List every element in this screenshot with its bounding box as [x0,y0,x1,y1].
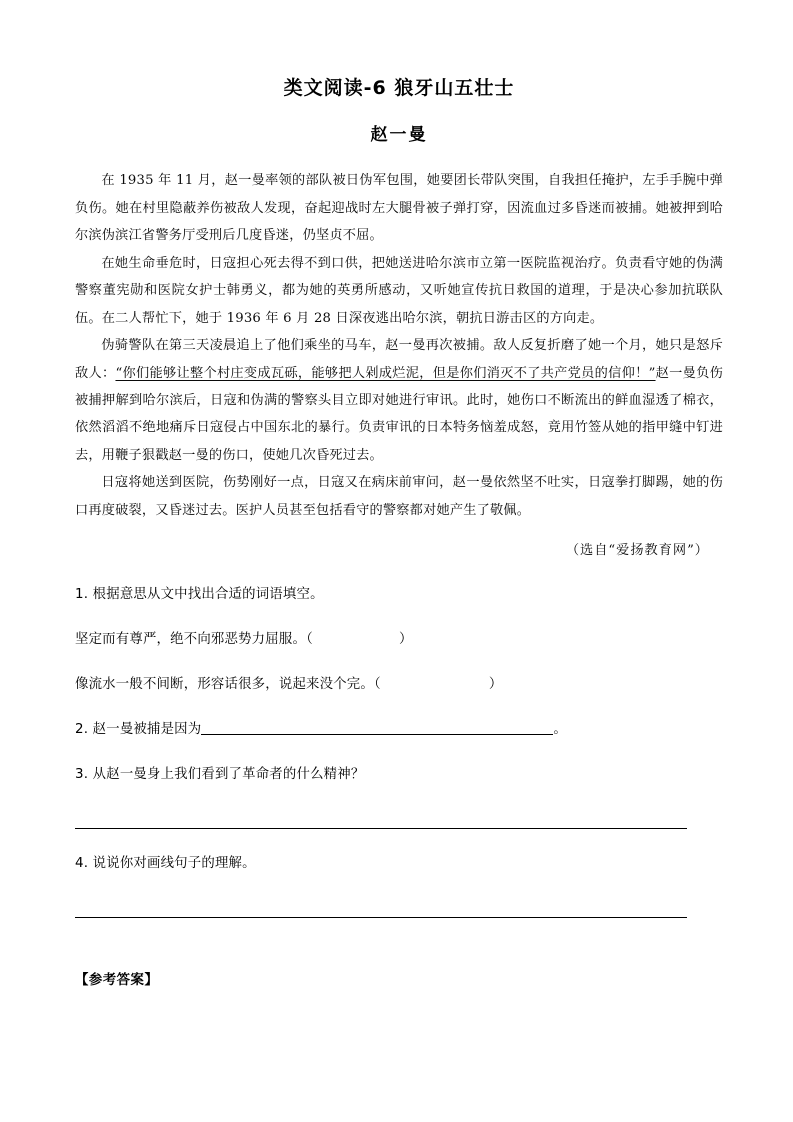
question-2-period: 。 [553,722,567,738]
paragraph-3-before-quote: 伪骑警队在第三天凌晨追上了他们乘坐的马车，赵一曼再次被捕。敌人反复折磨了她一个月，她只是怒斥敌人： [75,338,723,381]
question-2-answer-blank[interactable] [201,720,553,735]
question-4-answer-area[interactable] [75,898,723,943]
question-1-item-1 [75,630,723,675]
question-1-item-2 [75,675,723,720]
questions-section [75,565,723,988]
question-1-close-paren-2: ） [488,676,503,692]
question-4-prompt: 4. 说说你对画线句子的理解。 [75,856,256,872]
question-2 [75,720,723,765]
underlined-quote: “你们能够让整个村庄变成瓦砾，能够把人剁成烂泥，但是你们消灭不了共产党员的信仰！” [115,365,656,381]
article-source-attribution: （选自“爱扬教育网”） [565,543,709,559]
question-1-item-2-text: 像流水一般不间断，形容话很多，说起来没个完。（ [75,676,381,692]
article-paragraph-1: 在 1935 年 11 月，赵一曼率领的部队被日伪军包围，她要团长带队突围，自我担任掩护，左手手腕中弹负伤。她在村里隐蔽养伤被敌人发现，奋起迎战时左大腿骨被子弹打穿，因流血过多昏迷而被捕。她被押到哈尔滨伪滨江省警务厅受刑后几度昏迷，仍坚贞不屈。 [75,173,723,244]
article-paragraph-2: 在她生命垂危时，日寇担心死去得不到口供，把她送进哈尔滨市立第一医院监视治疗。负责看守她的伪满警察董宪勋和医院女护士韩勇义，都为她的英勇所感动，又听她宣传抗日救国的道理，于是决心参加抗联队伍。在二人帮忙下，她于 1936 年 6 月 28 日深夜逃出哈尔滨，朝抗日游击区的方向走。 [75,255,723,326]
paragraph-3-after-quote: 赵一曼负伤被捕押解到哈尔滨后，日寇和伪满的警察头目立即对她进行审讯。此时，她伤口不断流出的鲜血湿透了棉衣，依然滔滔不绝地痛斥日寇侵占中国东北的暴行。负责审讯的日本特务恼羞成怒，竟用竹签从她的指甲缝中钉进去，用鞭子狠戳赵一曼的伤口，使她几次昏死过去。 [75,365,723,463]
article-paragraph-3 [75,332,723,469]
page-title: 类文阅读-6 狼牙山五壮士 [283,77,515,99]
reference-answers-heading: 【参考答案】 [75,972,159,988]
document-content [75,0,723,1001]
question-4-answer-rule [75,917,687,918]
article-subtitle: 赵一曼 [370,124,428,145]
article-body [75,147,723,564]
question-1-close-paren-1: ） [398,631,413,647]
question-1-prompt: 1. 根据意思从文中找出合适的词语填空。 [75,586,324,602]
article-paragraph-4: 日寇将她送到医院，伤势刚好一点，日寇又在病床前审问，赵一曼依然坚不吐实，日寇拳打脚踢，她的伤口再度破裂，又昏迷过去。医护人员甚至包括看守的警察都对她产生了敬佩。 [75,475,723,518]
question-3-answer-rule [75,828,687,829]
question-2-prompt: 2. 赵一曼被捕是因为 [75,722,202,738]
question-1-item-1-text: 坚定而有尊严，绝不向邪恶势力屈服。（ [75,631,313,647]
question-3-answer-area[interactable] [75,809,723,854]
question-3-prompt: 3. 从赵一曼身上我们看到了革命者的什么精神？ [75,767,365,783]
